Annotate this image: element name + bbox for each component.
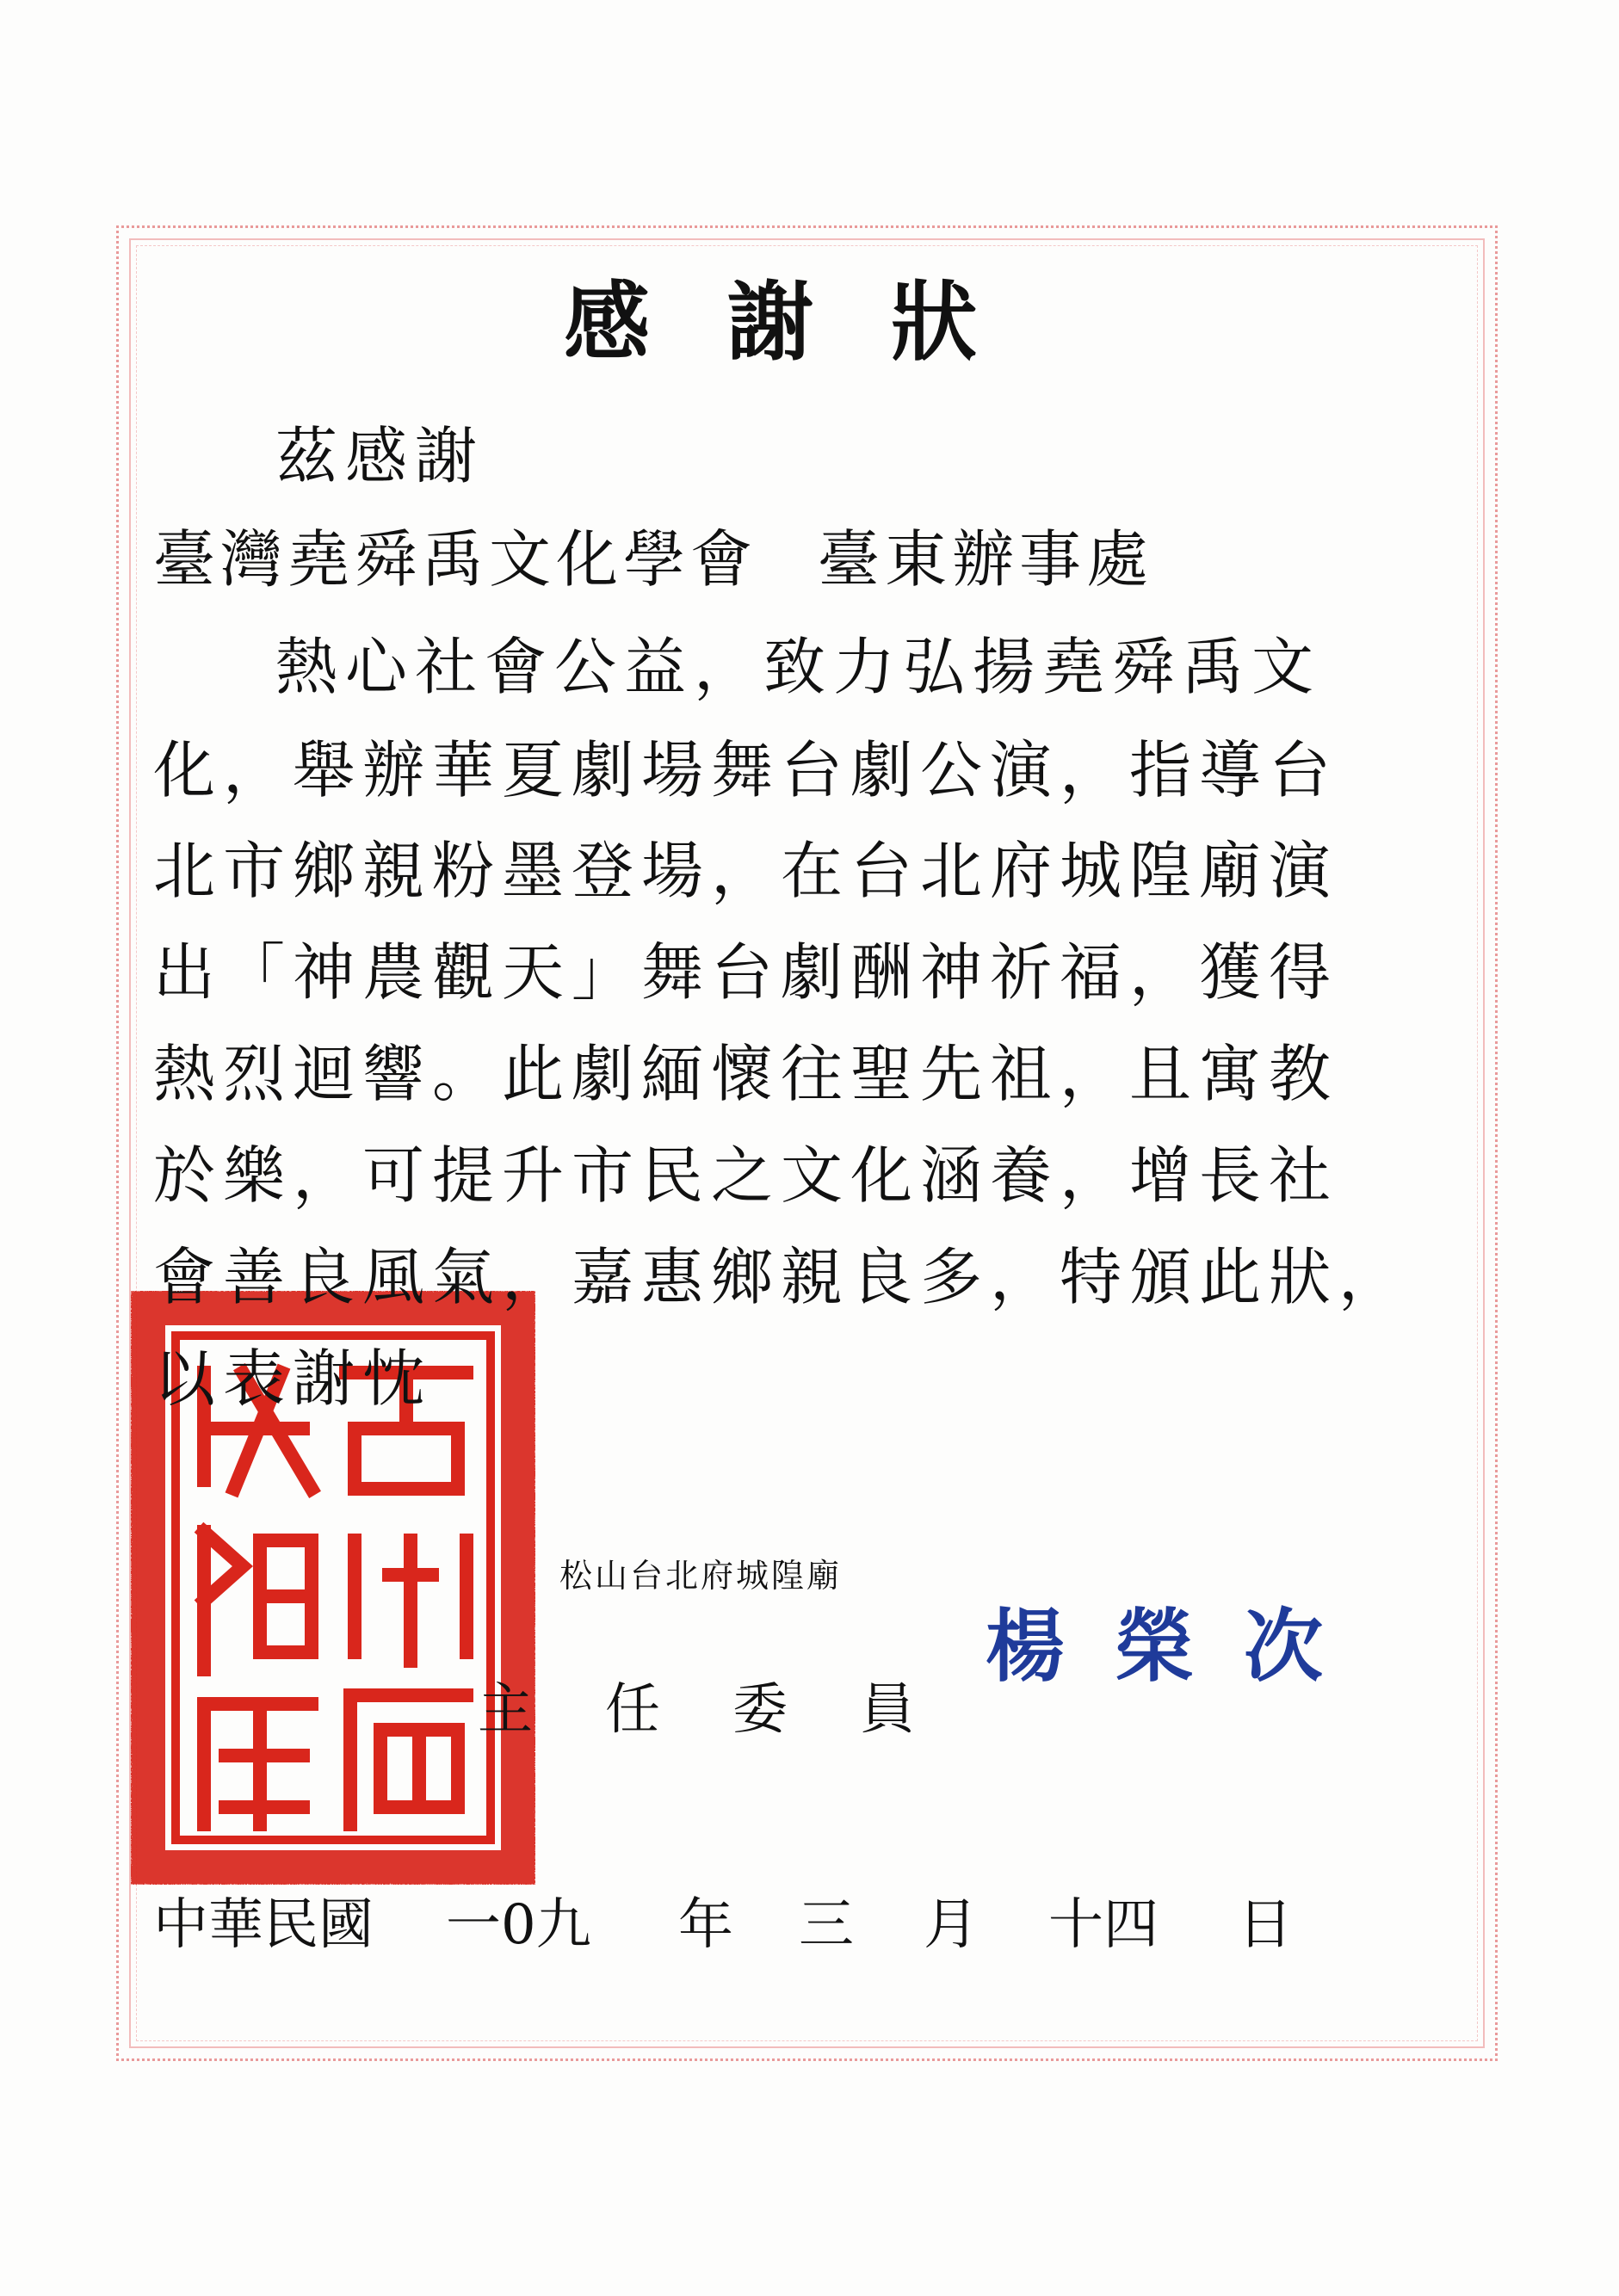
date-era: 中華民國 [153, 1893, 374, 1957]
body-line-8: 以表謝忱 [153, 1342, 433, 1415]
date-day-unit: 日 [1238, 1893, 1293, 1957]
certificate-title: 感謝狀 [564, 272, 1054, 373]
body-line-5: 熱烈迴響。此劇緬懷往聖先祖，且寓教 [153, 1038, 1339, 1110]
recipient-line [153, 516, 1153, 602]
issue-date [153, 1880, 1307, 1960]
date-year-unit: 年 [678, 1893, 733, 1957]
position-char: 主 [478, 1678, 533, 1742]
issuer-position [478, 1665, 987, 1744]
date-day: 十四 [1048, 1893, 1159, 1957]
signature-name: 楊榮次 [986, 1601, 1374, 1693]
body-line-2: 化，舉辦華夏劇場舞台劇公演，指導台 [153, 734, 1339, 806]
position-char: 員 [860, 1678, 915, 1742]
body-line-3: 北市鄉親粉墨登場，在台北府城隍廟演 [153, 835, 1339, 907]
date-month: 三 [799, 1893, 854, 1957]
body-line-7: 會善良風氣，嘉惠鄉親良多，特頒此狀， [153, 1241, 1409, 1313]
position-char: 委 [732, 1678, 788, 1742]
recipient-org: 臺灣堯舜禹文化學會 [153, 523, 758, 596]
position-char: 任 [605, 1678, 660, 1742]
recipient-office: 臺東辦事處 [818, 523, 1154, 596]
intro-text: 茲感謝 [275, 420, 485, 492]
date-month-unit: 月 [924, 1893, 979, 1957]
body-line-4: 出「神農觀天」舞台劇酬神祈福，獲得 [153, 936, 1339, 1009]
body-line-1: 熱心社會公益，致力弘揚堯舜禹文 [275, 631, 1322, 703]
date-year: 一0九 [446, 1893, 591, 1957]
issuer-temple: 松山台北府城隍廟 [559, 1557, 843, 1595]
body-line-6: 於樂，可提升市民之文化涵養，增長社 [153, 1139, 1339, 1212]
